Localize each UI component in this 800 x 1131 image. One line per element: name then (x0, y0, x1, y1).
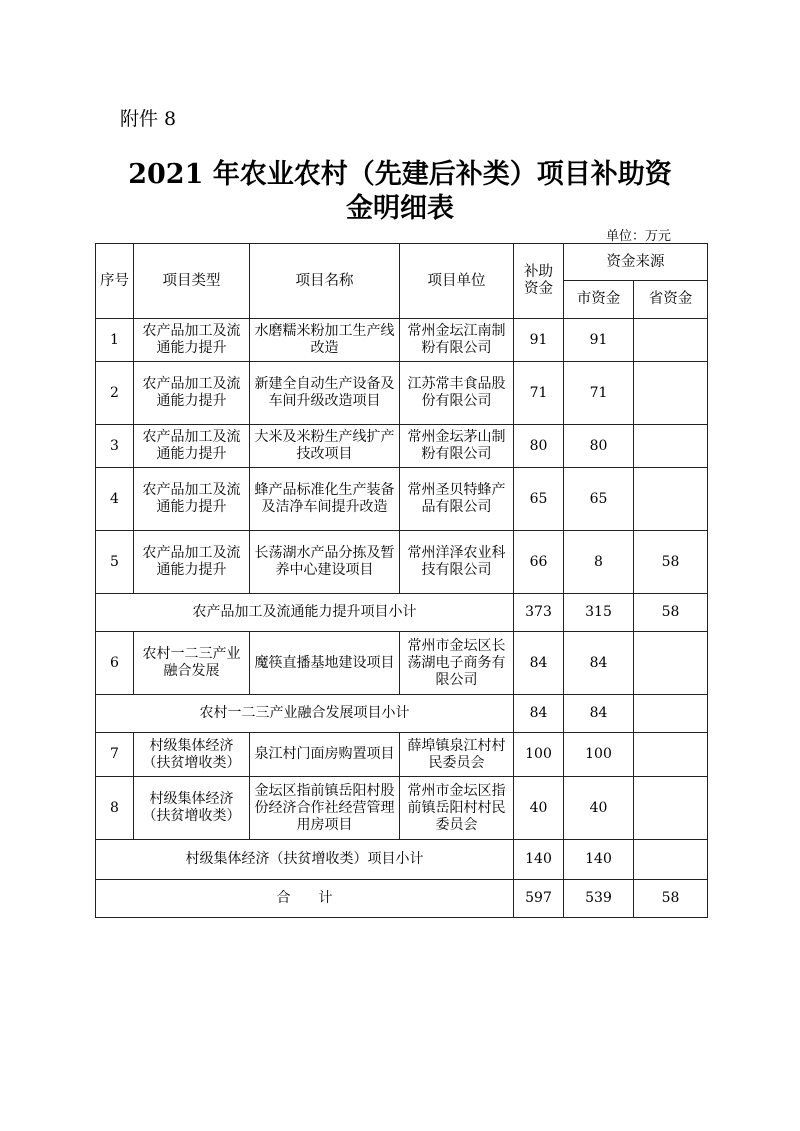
title-line-1: 2021 年农业农村（先建后补类）项目补助资 (128, 159, 672, 190)
row-seq: 5 (96, 531, 134, 594)
subtotal-label: 村级集体经济（扶贫增收类）项目小计 (96, 840, 514, 880)
table-row (96, 777, 708, 840)
subtotal-label: 农村一二三产业融合发展项目小计 (96, 695, 514, 733)
row-province-fund (634, 733, 708, 777)
row-type: 农村一二三产业融合发展 (134, 632, 250, 695)
row-subsidy: 71 (514, 362, 564, 425)
total-label: 合 计 (96, 880, 514, 918)
subtotal-subsidy: 373 (514, 594, 564, 632)
table-row (96, 632, 708, 695)
header-name: 项目名称 (250, 244, 400, 319)
total-city-fund: 539 (564, 880, 634, 918)
table-row (96, 362, 708, 425)
row-project-name: 魔筷直播基地建设项目 (250, 632, 400, 695)
header-unit: 项目单位 (400, 244, 514, 319)
row-seq: 7 (96, 733, 134, 777)
row-province-fund (634, 425, 708, 468)
header-subsidy: 补助资金 (514, 244, 564, 319)
row-city-fund: 91 (564, 319, 634, 362)
header-type: 项目类型 (134, 244, 250, 319)
row-province-fund (634, 632, 708, 695)
row-project-unit: 常州金坛茅山制粉有限公司 (400, 425, 514, 468)
row-seq: 2 (96, 362, 134, 425)
title-line-2: 金明细表 (346, 193, 454, 224)
subsidy-table (95, 243, 708, 918)
row-type: 村级集体经济（扶贫增收类） (134, 733, 250, 777)
row-project-name: 水磨糯米粉加工生产线改造 (250, 319, 400, 362)
row-type: 村级集体经济（扶贫增收类） (134, 777, 250, 840)
header-source: 资金来源 (564, 244, 708, 281)
row-seq: 8 (96, 777, 134, 840)
row-city-fund: 40 (564, 777, 634, 840)
row-city-fund: 100 (564, 733, 634, 777)
row-project-name: 新建全自动生产设备及车间升级改造项目 (250, 362, 400, 425)
row-subsidy: 80 (514, 425, 564, 468)
subtotal-subsidy: 140 (514, 840, 564, 880)
row-type: 农产品加工及流通能力提升 (134, 425, 250, 468)
row-type: 农产品加工及流通能力提升 (134, 319, 250, 362)
row-type: 农产品加工及流通能力提升 (134, 468, 250, 531)
row-province-fund (634, 319, 708, 362)
header-province: 省资金 (634, 281, 708, 319)
subtotal-province-fund: 58 (634, 594, 708, 632)
row-province-fund: 58 (634, 531, 708, 594)
subtotal-row (96, 695, 708, 733)
header-city: 市资金 (564, 281, 634, 319)
row-seq: 4 (96, 468, 134, 531)
row-subsidy: 84 (514, 632, 564, 695)
row-project-name: 金坛区指前镇岳阳村股份经济合作社经营管理用房项目 (250, 777, 400, 840)
row-project-name: 大米及米粉生产线扩产技改项目 (250, 425, 400, 468)
unit-label: 单位：万元 (606, 229, 672, 244)
row-project-name: 蜂产品标准化生产装备及洁净车间提升改造 (250, 468, 400, 531)
subtotal-city-fund: 140 (564, 840, 634, 880)
row-subsidy: 91 (514, 319, 564, 362)
row-project-name: 泉江村门面房购置项目 (250, 733, 400, 777)
row-seq: 1 (96, 319, 134, 362)
header-seq: 序号 (96, 244, 134, 319)
row-project-unit: 常州圣贝特蜂产品有限公司 (400, 468, 514, 531)
subtotal-label: 农产品加工及流通能力提升项目小计 (96, 594, 514, 632)
row-city-fund: 65 (564, 468, 634, 531)
table-row (96, 319, 708, 362)
row-project-unit: 常州洋泽农业科技有限公司 (400, 531, 514, 594)
subtotal-subsidy: 84 (514, 695, 564, 733)
table-row (96, 425, 708, 468)
subtotal-province-fund (634, 840, 708, 880)
table-row (96, 733, 708, 777)
total-row (96, 880, 708, 918)
row-project-unit: 常州市金坛区长荡湖电子商务有限公司 (400, 632, 514, 695)
row-seq: 3 (96, 425, 134, 468)
row-province-fund (634, 362, 708, 425)
table-row (96, 468, 708, 531)
row-subsidy: 65 (514, 468, 564, 531)
row-project-unit: 常州市金坛区指前镇岳阳村村民委员会 (400, 777, 514, 840)
row-subsidy: 40 (514, 777, 564, 840)
subtotal-row (96, 594, 708, 632)
row-project-unit: 薛埠镇泉江村村民委员会 (400, 733, 514, 777)
row-subsidy: 100 (514, 733, 564, 777)
row-province-fund (634, 777, 708, 840)
row-type: 农产品加工及流通能力提升 (134, 362, 250, 425)
document-title (80, 158, 720, 226)
row-subsidy: 66 (514, 531, 564, 594)
subtotal-city-fund: 315 (564, 594, 634, 632)
total-province-fund: 58 (634, 880, 708, 918)
row-city-fund: 84 (564, 632, 634, 695)
row-city-fund: 8 (564, 531, 634, 594)
total-subsidy: 597 (514, 880, 564, 918)
subtotal-province-fund (634, 695, 708, 733)
row-province-fund (634, 468, 708, 531)
row-type: 农产品加工及流通能力提升 (134, 531, 250, 594)
subtotal-row (96, 840, 708, 880)
row-seq: 6 (96, 632, 134, 695)
row-project-name: 长荡湖水产品分拣及暂养中心建设项目 (250, 531, 400, 594)
row-project-unit: 常州金坛江南制粉有限公司 (400, 319, 514, 362)
row-city-fund: 80 (564, 425, 634, 468)
table-row (96, 531, 708, 594)
row-project-unit: 江苏常丰食品股份有限公司 (400, 362, 514, 425)
row-city-fund: 71 (564, 362, 634, 425)
attachment-label: 附件 8 (120, 108, 177, 130)
subtotal-city-fund: 84 (564, 695, 634, 733)
